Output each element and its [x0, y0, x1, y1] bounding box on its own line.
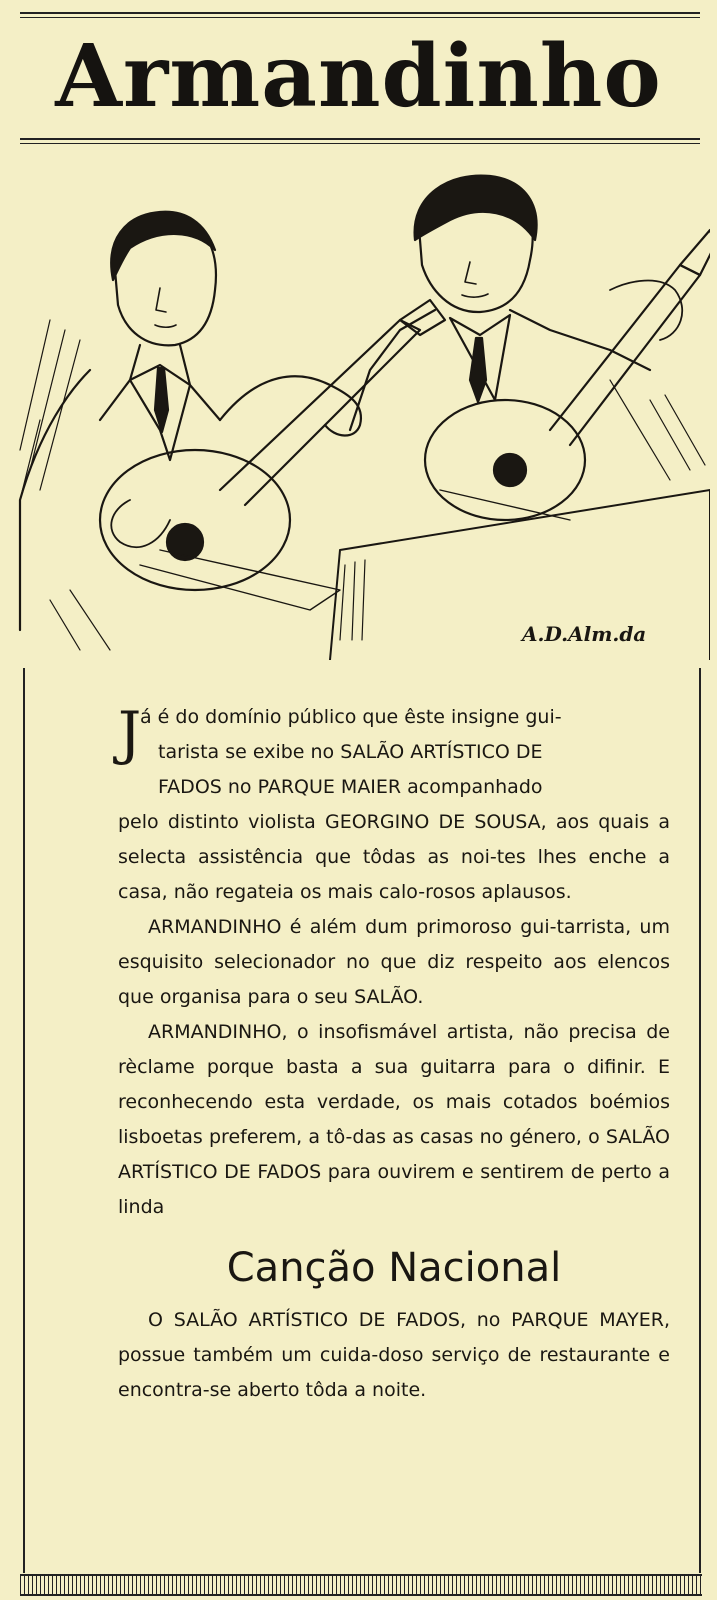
two-guitarists-illustration-icon — [10, 170, 710, 660]
artist-signature: A.D.Alm.da — [522, 622, 647, 646]
top-rule — [20, 12, 700, 18]
page-title: Armandinho — [55, 26, 662, 127]
paragraph-intro — [118, 700, 670, 805]
intro-line-1: á é do domínio público que êste insigne gui- — [140, 706, 562, 728]
paragraph-intro-rest: pelo distinto violista GEORGINO DE SOUSA, aos quais a selecta assistência que tôdas as noi-tes lhes enche a casa, não regateia os mais calo-rosos aplausos. — [118, 811, 670, 903]
bottom-hatch-border — [20, 1574, 702, 1596]
intro-line-2: tarista se exibe no SALÃO ARTÍSTICO DE — [158, 741, 543, 763]
paragraph-2: ARMANDINHO é além dum primoroso gui-tarrista, um esquisito selecionador no que diz respeito aos elencos que organisa para o seu SALÃO. — [118, 916, 670, 1008]
article-body — [118, 700, 670, 1408]
intro-line-3: FADOS no PARQUE MAIER acompanhado — [158, 776, 543, 798]
drop-cap: J — [118, 699, 142, 767]
frame-right-border — [699, 668, 701, 1573]
subheading: Canção Nacional — [226, 1245, 562, 1291]
frame-left-border — [23, 668, 25, 1573]
title-rule — [20, 138, 700, 144]
paragraph-3: ARMANDINHO, o insofismável artista, não precisa de rèclame porque basta a sua guitarra para o difinir. E reconhecendo esta verdade, os mais cotados boémios lisboetas preferem, a tô-das as casas no género, o SALÃO ARTÍSTICO DE FADOS para ouvirem e sentirem de perto a linda — [118, 1021, 670, 1218]
paragraph-4: O SALÃO ARTÍSTICO DE FADOS, no PARQUE MAYER, possue também um cuida-doso serviço de restaurante e encontra-se aberto tôda a noite. — [118, 1309, 670, 1401]
